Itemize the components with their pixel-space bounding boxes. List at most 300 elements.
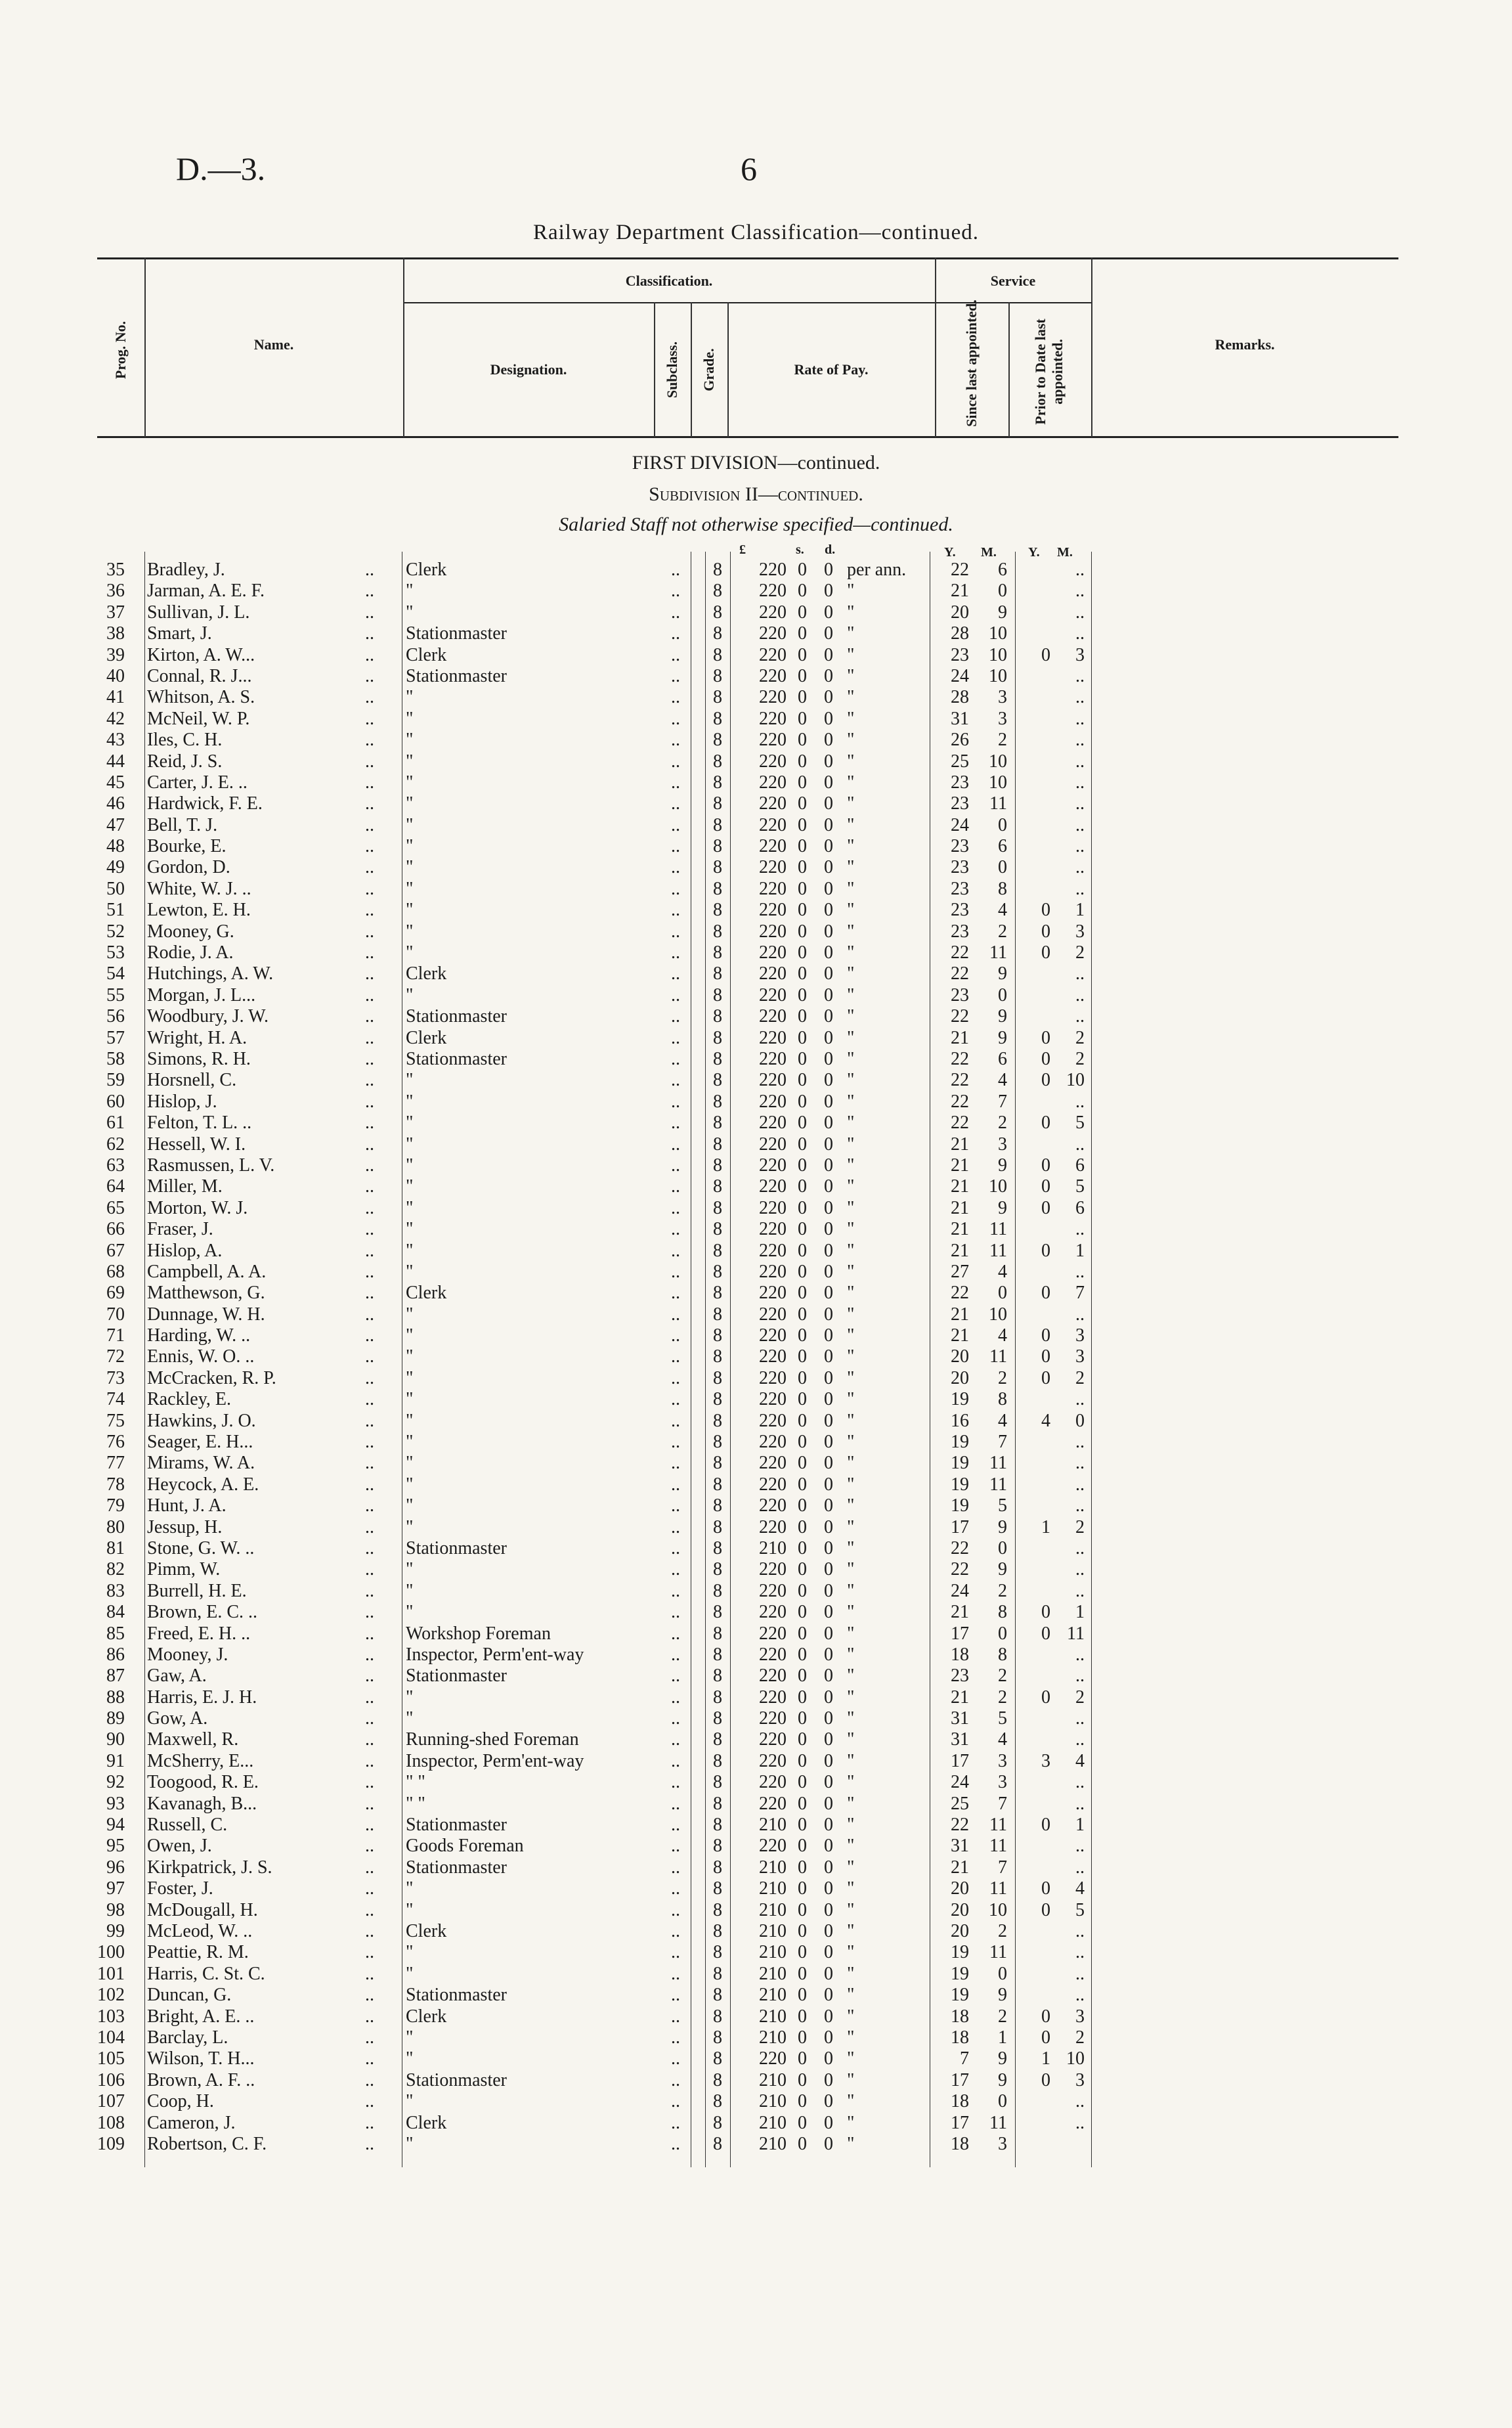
service-months: 7: [998, 1091, 1007, 1112]
service-years: 23: [951, 644, 969, 665]
prog-number: 108: [97, 2112, 125, 2133]
rate-shillings: 0: [798, 1474, 807, 1495]
leader-dots: ..: [671, 1048, 680, 1069]
service-years: 22: [951, 1283, 969, 1304]
rate-pence: 0: [824, 1857, 833, 1878]
rate-pence: 0: [824, 1283, 833, 1304]
prior-years: 0: [1041, 1155, 1050, 1176]
rate-pounds: 220: [759, 1261, 787, 1282]
table-row: [0, 1942, 1512, 1963]
service-months: 3: [998, 2133, 1007, 2154]
designation: ": [406, 1474, 414, 1495]
service-months: 3: [998, 1134, 1007, 1155]
rate-pounds: 220: [759, 1367, 787, 1388]
service-months: 2: [998, 1921, 1007, 1941]
table-row: [0, 709, 1512, 730]
service-months: 2: [998, 921, 1007, 942]
prog-number: 65: [106, 1197, 125, 1218]
prior-years: 0: [1041, 900, 1050, 921]
prior-months: ..: [1075, 793, 1085, 814]
header-name: Name.: [253, 336, 294, 353]
prog-number: 50: [106, 878, 125, 899]
staff-name: Kirton, A. W...: [147, 644, 255, 665]
leader-dots: ..: [365, 2069, 374, 2090]
staff-name: Hunt, J. A.: [147, 1495, 227, 1516]
service-years: 22: [951, 1537, 969, 1558]
rate-pence: 0: [824, 1878, 833, 1899]
service-months: 11: [989, 1474, 1007, 1495]
rate-period: ": [847, 581, 855, 602]
rate-pence: 0: [824, 1537, 833, 1558]
prior-years: 0: [1041, 1602, 1050, 1623]
rate-pence: 0: [824, 1410, 833, 1431]
rate-pence: 0: [824, 1325, 833, 1346]
service-years: 22: [951, 560, 969, 580]
leader-dots: ..: [365, 1155, 374, 1176]
prog-number: 51: [106, 900, 125, 921]
leader-dots: ..: [365, 1453, 374, 1474]
prog-number: 74: [106, 1389, 125, 1410]
service-years: 19: [951, 1432, 969, 1453]
rate-period: ": [847, 1070, 855, 1091]
rate-pounds: 220: [759, 1304, 787, 1325]
rate-shillings: 0: [798, 1134, 807, 1155]
prior-months: ..: [1075, 1091, 1085, 1112]
staff-name: Hardwick, F. E.: [147, 793, 263, 814]
leader-dots: ..: [365, 1985, 374, 2006]
designation: Clerk: [406, 1921, 447, 1941]
header-prior-to-date: Prior to Date last appointed.: [1032, 319, 1066, 425]
leader-dots: ..: [671, 1942, 680, 1963]
grade: 8: [713, 1878, 722, 1899]
table-row: [0, 1389, 1512, 1410]
service-months: 9: [998, 1559, 1007, 1580]
designation: ": [406, 942, 414, 963]
staff-name: Maxwell, R.: [147, 1729, 239, 1750]
table-row: [0, 879, 1512, 900]
rate-period: ": [847, 730, 855, 751]
prior-years: 0: [1041, 1325, 1050, 1346]
designation: Stationmaster: [406, 665, 507, 686]
prog-number: 106: [97, 2069, 125, 2090]
service-months: 11: [989, 1240, 1007, 1261]
service-years: 21: [951, 1602, 969, 1623]
service-months: 11: [989, 793, 1007, 814]
designation: Stationmaster: [406, 1815, 507, 1836]
rate-pence: 0: [824, 1516, 833, 1537]
classification-rule: [403, 302, 1091, 303]
staff-name: Ennis, W. O. ..: [147, 1346, 255, 1367]
table-row: [0, 2091, 1512, 2112]
prior-months: ..: [1075, 1261, 1085, 1282]
prog-number: 60: [106, 1091, 125, 1112]
rate-pence: 0: [824, 1176, 833, 1197]
staff-name: Whitson, A. S.: [147, 687, 255, 708]
prog-number: 42: [106, 708, 125, 729]
service-months: 11: [989, 1836, 1007, 1857]
rate-pounds: 210: [759, 1899, 787, 1920]
grade: 8: [713, 1283, 722, 1304]
prior-months: ..: [1075, 1793, 1085, 1814]
leader-dots: ..: [671, 1155, 680, 1176]
rate-pence: 0: [824, 2006, 833, 2027]
staff-name: Barclay, L.: [147, 2027, 228, 2048]
service-years: 26: [951, 730, 969, 751]
rate-shillings: 0: [798, 1091, 807, 1112]
rate-pence: 0: [824, 1708, 833, 1729]
prior-years: 0: [1041, 1346, 1050, 1367]
prog-number: 71: [106, 1325, 125, 1346]
staff-name: Gaw, A.: [147, 1666, 207, 1687]
service-months: 6: [998, 560, 1007, 580]
service-years: 21: [951, 581, 969, 602]
designation: ": [406, 1602, 414, 1623]
prog-number: 96: [106, 1857, 125, 1878]
rate-shillings: 0: [798, 1878, 807, 1899]
service-months: 7: [998, 1793, 1007, 1814]
subdivision-heading: Subdivision II—continued.: [649, 483, 863, 505]
table-row: [0, 602, 1512, 623]
leader-dots: ..: [365, 1027, 374, 1048]
leader-dots: ..: [365, 1325, 374, 1346]
leader-dots: ..: [365, 1240, 374, 1261]
leader-dots: ..: [365, 1389, 374, 1410]
prior-months: ..: [1075, 1666, 1085, 1687]
staff-name: Woodbury, J. W.: [147, 1006, 269, 1027]
service-months: 9: [998, 2048, 1007, 2069]
rate-pounds: 220: [759, 1793, 787, 1814]
service-months: 11: [989, 1346, 1007, 1367]
service-years: 21: [951, 1197, 969, 1218]
rate-pounds: 220: [759, 1070, 787, 1091]
prior-years: 0: [1041, 1878, 1050, 1899]
leader-dots: ..: [671, 1623, 680, 1644]
prog-number: 57: [106, 1027, 125, 1048]
prog-number: 62: [106, 1134, 125, 1155]
leader-dots: ..: [365, 1750, 374, 1771]
rate-pounds: 220: [759, 1772, 787, 1793]
rate-shillings: 0: [798, 1516, 807, 1537]
prior-months: ..: [1075, 1644, 1085, 1665]
service-months: 9: [998, 602, 1007, 623]
service-years: 18: [951, 1644, 969, 1665]
rate-shillings: 0: [798, 687, 807, 708]
rate-shillings: 0: [798, 623, 807, 644]
grade: 8: [713, 900, 722, 921]
rate-pounds: 210: [759, 1942, 787, 1963]
rate-pounds: 220: [759, 1516, 787, 1537]
prog-number: 52: [106, 921, 125, 942]
leader-dots: ..: [671, 1006, 680, 1027]
rate-pence: 0: [824, 687, 833, 708]
rate-period: ": [847, 751, 855, 772]
service-years: 21: [951, 1687, 969, 1708]
table-row: [0, 1836, 1512, 1857]
prior-months: ..: [1075, 1942, 1085, 1963]
rate-pence: 0: [824, 1006, 833, 1027]
rate-shillings: 0: [798, 1048, 807, 1069]
leader-dots: ..: [671, 793, 680, 814]
leader-dots: ..: [365, 1921, 374, 1941]
service-years: 28: [951, 687, 969, 708]
prog-number: 83: [106, 1580, 125, 1601]
staff-name: Wilson, T. H...: [147, 2048, 255, 2069]
service-months: 7: [998, 1857, 1007, 1878]
leader-dots: ..: [671, 900, 680, 921]
service-months: 11: [989, 1219, 1007, 1240]
leader-dots: ..: [671, 836, 680, 857]
prog-number: 79: [106, 1495, 125, 1516]
prog-number: 53: [106, 942, 125, 963]
service-years: 28: [951, 623, 969, 644]
table-row: [0, 1900, 1512, 1921]
table-row: [0, 1432, 1512, 1453]
rate-period: ": [847, 1155, 855, 1176]
rate-shillings: 0: [798, 814, 807, 835]
rate-period: ": [847, 2069, 855, 2090]
rate-period: ": [847, 2112, 855, 2133]
service-years: 20: [951, 1878, 969, 1899]
designation: ": [406, 1261, 414, 1282]
grade: 8: [713, 1304, 722, 1325]
rate-pounds: 220: [759, 1432, 787, 1453]
table-row: [0, 793, 1512, 814]
designation: ": [406, 602, 414, 623]
service-years: 25: [951, 1793, 969, 1814]
grade: 8: [713, 2006, 722, 2027]
leader-dots: ..: [365, 602, 374, 623]
designation: ": [406, 921, 414, 942]
col-divider: [1008, 302, 1010, 437]
rate-shillings: 0: [798, 1985, 807, 2006]
grade: 8: [713, 2048, 722, 2069]
table-row: [0, 772, 1512, 793]
rate-pence: 0: [824, 581, 833, 602]
leader-dots: ..: [671, 1219, 680, 1240]
leader-dots: ..: [671, 1283, 680, 1304]
grade: 8: [713, 1666, 722, 1687]
staff-name: Bell, T. J.: [147, 814, 218, 835]
rate-pence: 0: [824, 1197, 833, 1218]
table-row: [0, 687, 1512, 708]
grade: 8: [713, 772, 722, 793]
table-row: [0, 1687, 1512, 1708]
table-row: [0, 1794, 1512, 1815]
rate-pounds: 220: [759, 814, 787, 835]
grade: 8: [713, 814, 722, 835]
leader-dots: ..: [671, 1070, 680, 1091]
prior-months: ..: [1075, 857, 1085, 878]
leader-dots: ..: [671, 1453, 680, 1474]
table-row: [0, 1729, 1512, 1750]
prior-months: 1: [1075, 1815, 1085, 1836]
rate-period: ": [847, 1793, 855, 1814]
table-row: [0, 1474, 1512, 1495]
leader-dots: ..: [671, 1176, 680, 1197]
leader-dots: ..: [671, 1708, 680, 1729]
prior-months: 2: [1075, 1687, 1085, 1708]
table-row: [0, 2048, 1512, 2069]
service-years: 18: [951, 2006, 969, 2027]
rate-pence: 0: [824, 2069, 833, 2090]
prior-months: ..: [1075, 602, 1085, 623]
table-body: [0, 560, 1512, 2155]
rate-period: ": [847, 836, 855, 857]
staff-name: Mooney, G.: [147, 921, 234, 942]
prog-number: 41: [106, 687, 125, 708]
table-row: [0, 1155, 1512, 1176]
table-row: [0, 1815, 1512, 1836]
leader-dots: ..: [671, 2048, 680, 2069]
unit-months: M.: [981, 545, 997, 560]
service-years: 23: [951, 984, 969, 1005]
rate-shillings: 0: [798, 2091, 807, 2112]
prior-years: 0: [1041, 1048, 1050, 1069]
leader-dots: ..: [365, 1559, 374, 1580]
grade: 8: [713, 730, 722, 751]
service-years: 23: [951, 1666, 969, 1687]
prior-months: ..: [1075, 2091, 1085, 2112]
prog-number: 54: [106, 963, 125, 984]
rate-pence: 0: [824, 751, 833, 772]
prog-number: 95: [106, 1836, 125, 1857]
rate-pounds: 210: [759, 1921, 787, 1941]
prog-number: 78: [106, 1474, 125, 1495]
rate-period: ": [847, 1559, 855, 1580]
leader-dots: ..: [671, 1537, 680, 1558]
rate-pounds: 220: [759, 1836, 787, 1857]
service-years: 19: [951, 1985, 969, 2006]
leader-dots: ..: [671, 1580, 680, 1601]
rate-pence: 0: [824, 1070, 833, 1091]
rate-pence: 0: [824, 1580, 833, 1601]
prior-months: 11: [1067, 1623, 1085, 1644]
rate-period: ": [847, 1623, 855, 1644]
prior-months: 3: [1075, 2006, 1085, 2027]
prior-months: 10: [1066, 2048, 1085, 2069]
prog-number: 87: [106, 1666, 125, 1687]
grade: 8: [713, 1410, 722, 1431]
staff-name: Pimm, W.: [147, 1559, 221, 1580]
service-months: 9: [998, 1985, 1007, 2006]
rate-pounds: 210: [759, 2027, 787, 2048]
staff-name: Fraser, J.: [147, 1219, 213, 1240]
service-months: 4: [998, 1070, 1007, 1091]
leader-dots: ..: [365, 1836, 374, 1857]
prior-months: ..: [1075, 1474, 1085, 1495]
designation: ": [406, 1963, 414, 1984]
leader-dots: ..: [671, 644, 680, 665]
prior-months: ..: [1075, 1453, 1085, 1474]
rate-pounds: 220: [759, 857, 787, 878]
rate-pence: 0: [824, 2048, 833, 2069]
grade: 8: [713, 560, 722, 580]
rate-pounds: 220: [759, 1687, 787, 1708]
leader-dots: ..: [365, 921, 374, 942]
rate-shillings: 0: [798, 2069, 807, 2090]
leader-dots: ..: [365, 1857, 374, 1878]
prior-years: 0: [1041, 1070, 1050, 1091]
service-years: 24: [951, 1772, 969, 1793]
prior-months: ..: [1075, 984, 1085, 1005]
grade: 8: [713, 1602, 722, 1623]
rate-shillings: 0: [798, 1155, 807, 1176]
grade: 8: [713, 1389, 722, 1410]
prior-years: 0: [1041, 1197, 1050, 1218]
leader-dots: ..: [365, 1580, 374, 1601]
leader-dots: ..: [365, 1304, 374, 1325]
grade: 8: [713, 1027, 722, 1048]
grade: 8: [713, 2112, 722, 2133]
leader-dots: ..: [365, 1708, 374, 1729]
rate-period: ": [847, 1921, 855, 1941]
table-row: [0, 1602, 1512, 1623]
grade: 8: [713, 1942, 722, 1963]
prior-months: 2: [1075, 1027, 1085, 1048]
service-years: 19: [951, 1389, 969, 1410]
rate-pence: 0: [824, 1729, 833, 1750]
rate-pounds: 220: [759, 2048, 787, 2069]
service-months: 10: [989, 772, 1007, 793]
rate-period: ": [847, 2048, 855, 2069]
rate-period: ": [847, 1580, 855, 1601]
staff-name: Rasmussen, L. V.: [147, 1155, 275, 1176]
staff-name: Hislop, A.: [147, 1240, 223, 1261]
designation: ": [406, 984, 414, 1005]
rate-period: ": [847, 1261, 855, 1282]
rate-pounds: 210: [759, 2133, 787, 2154]
leader-dots: ..: [671, 1836, 680, 1857]
designation: Inspector, Perm'ent-way: [406, 1750, 584, 1771]
prog-number: 109: [97, 2133, 125, 2154]
service-months: 11: [989, 1453, 1007, 1474]
service-months: 3: [998, 687, 1007, 708]
prog-number: 39: [106, 644, 125, 665]
staff-name: Toogood, R. E.: [147, 1772, 259, 1793]
prior-years: 0: [1041, 1176, 1050, 1197]
rate-shillings: 0: [798, 1495, 807, 1516]
staff-name: Coop, H.: [147, 2091, 214, 2112]
rate-shillings: 0: [798, 1942, 807, 1963]
rate-pence: 0: [824, 1815, 833, 1836]
rate-pence: 0: [824, 942, 833, 963]
leader-dots: ..: [671, 921, 680, 942]
leader-dots: ..: [365, 1793, 374, 1814]
leader-dots: ..: [671, 772, 680, 793]
rate-pence: 0: [824, 1219, 833, 1240]
leader-dots: ..: [365, 1666, 374, 1687]
rate-pence: 0: [824, 2027, 833, 2048]
staff-name: Smart, J.: [147, 623, 212, 644]
service-months: 0: [998, 984, 1007, 1005]
prog-number: 66: [106, 1219, 125, 1240]
leader-dots: ..: [671, 1644, 680, 1665]
designation: ": [406, 793, 414, 814]
rate-shillings: 0: [798, 772, 807, 793]
designation: ": [406, 2091, 414, 2112]
rate-shillings: 0: [798, 1219, 807, 1240]
table-row: [0, 560, 1512, 581]
table-row: [0, 1495, 1512, 1516]
staff-name: Gordon, D.: [147, 857, 230, 878]
rate-pence: 0: [824, 1942, 833, 1963]
prior-years: 0: [1041, 644, 1050, 665]
staff-name: McCracken, R. P.: [147, 1367, 276, 1388]
rate-shillings: 0: [798, 2112, 807, 2133]
rate-period: ": [847, 2027, 855, 2048]
service-months: 1: [998, 2027, 1007, 2048]
prior-months: 5: [1075, 1176, 1085, 1197]
